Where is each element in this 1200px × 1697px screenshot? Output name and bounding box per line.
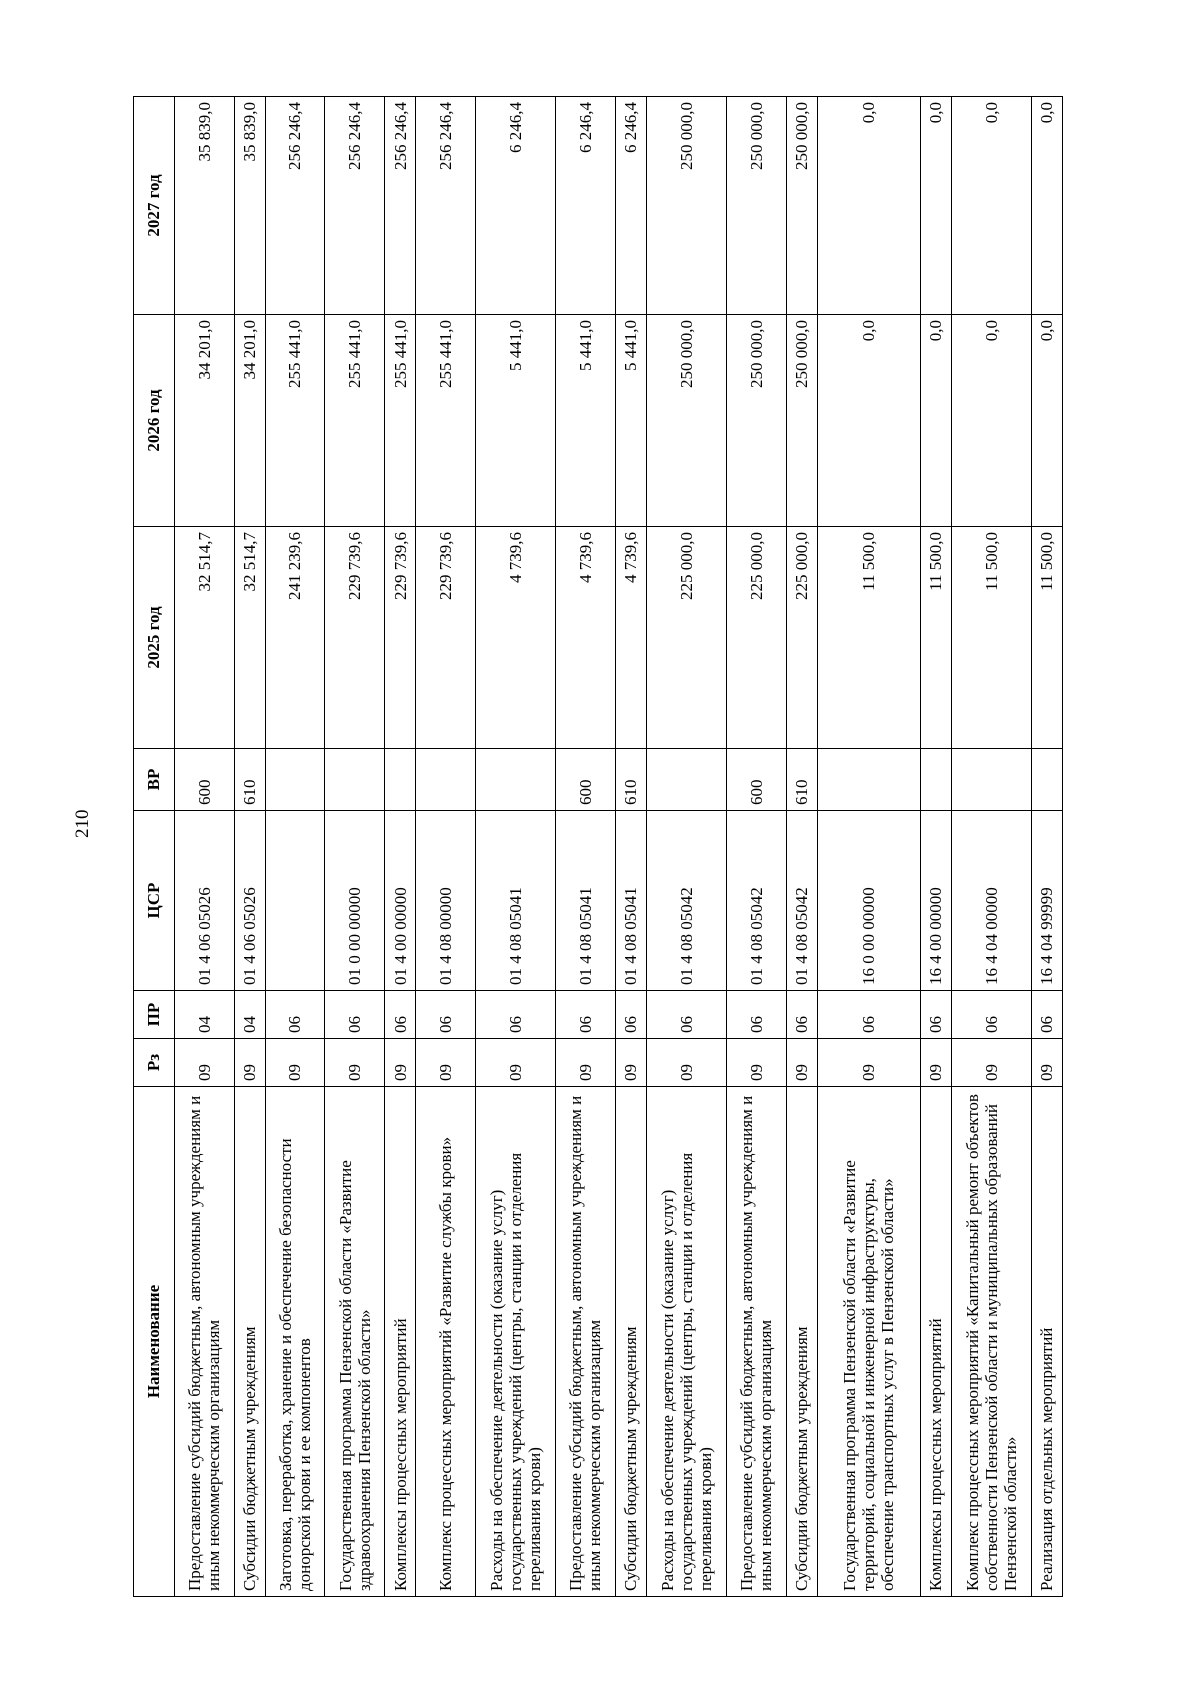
cell-2025: 32 514,7 (234, 527, 265, 749)
header-vr: ВР (134, 749, 175, 811)
cell-pr: 06 (556, 991, 616, 1039)
cell-csr: 01 4 08 05041 (615, 811, 646, 991)
cell-pr: 06 (325, 991, 385, 1039)
cell-2025: 229 739,6 (325, 527, 385, 749)
cell-name: Субсидии бюджетным учреждениям (786, 1087, 817, 1597)
cell-csr (265, 811, 325, 991)
cell-vr (951, 749, 1031, 811)
header-2025: 2025 год (134, 527, 175, 749)
cell-2027: 6 246,4 (475, 97, 555, 315)
cell-vr: 610 (615, 749, 646, 811)
cell-name: Комплекс процессных мероприятий «Развитие службы крови» (415, 1087, 475, 1597)
table-row (727, 97, 787, 1597)
cell-csr: 01 4 06 05026 (175, 811, 235, 991)
cell-2026: 34 201,0 (175, 315, 235, 527)
cell-name: Расходы на обеспечение деятельности (оказание услуг) государственных учреждений (центры, станции и отделения переливания крови) (646, 1087, 726, 1597)
cell-name: Государственная программа Пензенской области «Развитие территорий, социальной и инженерной инфраструктуры, обеспечение транспортных услуг в Пензенской области» (817, 1087, 920, 1597)
cell-2025: 11 500,0 (1031, 527, 1062, 749)
header-rz: Рз (134, 1039, 175, 1087)
cell-csr: 16 0 00 00000 (817, 811, 920, 991)
cell-vr: 610 (234, 749, 265, 811)
cell-pr: 04 (175, 991, 235, 1039)
cell-pr: 06 (615, 991, 646, 1039)
cell-vr (325, 749, 385, 811)
cell-rz: 09 (325, 1039, 385, 1087)
cell-vr: 610 (786, 749, 817, 811)
cell-2027: 256 246,4 (415, 97, 475, 315)
cell-vr (475, 749, 555, 811)
cell-csr: 01 4 08 05042 (786, 811, 817, 991)
cell-pr: 06 (475, 991, 555, 1039)
cell-2027: 35 839,0 (175, 97, 235, 315)
cell-2026: 250 000,0 (646, 315, 726, 527)
cell-rz: 09 (646, 1039, 726, 1087)
cell-csr: 01 4 08 05042 (727, 811, 787, 991)
cell-2027: 250 000,0 (727, 97, 787, 315)
cell-2027: 35 839,0 (234, 97, 265, 315)
cell-rz: 09 (615, 1039, 646, 1087)
cell-name: Комплексы процессных мероприятий (385, 1087, 416, 1597)
cell-2027: 250 000,0 (646, 97, 726, 315)
table-row (646, 97, 726, 1597)
table-row (265, 97, 325, 1597)
cell-2025: 225 000,0 (646, 527, 726, 749)
table-row (1031, 97, 1062, 1597)
cell-name: Реализация отдельных мероприятий (1031, 1087, 1062, 1597)
cell-name: Субсидии бюджетным учреждениям (234, 1087, 265, 1597)
table-row (385, 97, 416, 1597)
cell-2027: 0,0 (951, 97, 1031, 315)
cell-2026: 5 441,0 (475, 315, 555, 527)
budget-table (133, 96, 1063, 1597)
cell-rz: 09 (951, 1039, 1031, 1087)
cell-csr: 01 4 08 05041 (475, 811, 555, 991)
cell-csr: 01 4 08 00000 (415, 811, 475, 991)
table-row (556, 97, 616, 1597)
header-name: Наименование (134, 1087, 175, 1597)
cell-name: Государственная программа Пензенской области «Развитие здравоохранения Пензенской области» (325, 1087, 385, 1597)
cell-vr (817, 749, 920, 811)
cell-csr: 16 4 04 99999 (1031, 811, 1062, 991)
cell-csr: 01 0 00 00000 (325, 811, 385, 991)
cell-rz: 09 (817, 1039, 920, 1087)
table-row (475, 97, 555, 1597)
cell-2025: 241 239,6 (265, 527, 325, 749)
table-row (786, 97, 817, 1597)
cell-vr: 600 (727, 749, 787, 811)
table-row (920, 97, 951, 1597)
cell-pr: 06 (920, 991, 951, 1039)
cell-2025: 11 500,0 (951, 527, 1031, 749)
cell-2025: 229 739,6 (415, 527, 475, 749)
cell-2026: 0,0 (951, 315, 1031, 527)
cell-rz: 09 (415, 1039, 475, 1087)
cell-csr: 01 4 08 05042 (646, 811, 726, 991)
header-2026: 2026 год (134, 315, 175, 527)
cell-2026: 0,0 (1031, 315, 1062, 527)
cell-2027: 0,0 (817, 97, 920, 315)
cell-2026: 5 441,0 (556, 315, 616, 527)
cell-name: Комплекс процессных мероприятий «Капитальный ремонт объектов собственности Пензенской области и муниципальных образований Пензенской области» (951, 1087, 1031, 1597)
cell-vr (385, 749, 416, 811)
cell-pr: 06 (727, 991, 787, 1039)
cell-2027: 6 246,4 (615, 97, 646, 315)
cell-pr: 06 (646, 991, 726, 1039)
cell-2025: 229 739,6 (385, 527, 416, 749)
cell-vr (415, 749, 475, 811)
cell-2027: 256 246,4 (265, 97, 325, 315)
cell-csr: 16 4 00 00000 (920, 811, 951, 991)
cell-2025: 4 739,6 (556, 527, 616, 749)
cell-2027: 256 246,4 (385, 97, 416, 315)
table-row (175, 97, 235, 1597)
table-row (234, 97, 265, 1597)
cell-pr: 06 (385, 991, 416, 1039)
page-number: 210 (72, 809, 93, 838)
cell-vr (265, 749, 325, 811)
cell-csr: 16 4 04 00000 (951, 811, 1031, 991)
cell-pr: 06 (951, 991, 1031, 1039)
table-row (415, 97, 475, 1597)
cell-name: Заготовка, переработка, хранение и обеспечение безопасности донорской крови и ее компонентов (265, 1087, 325, 1597)
cell-2026: 34 201,0 (234, 315, 265, 527)
table-row (325, 97, 385, 1597)
cell-2025: 4 739,6 (615, 527, 646, 749)
cell-vr: 600 (556, 749, 616, 811)
cell-name: Расходы на обеспечение деятельности (оказание услуг) государственных учреждений (центры, станции и отделения переливания крови) (475, 1087, 555, 1597)
cell-2026: 250 000,0 (727, 315, 787, 527)
cell-name: Предоставление субсидий бюджетным, автономным учреждениям и иным некоммерческим организациям (727, 1087, 787, 1597)
cell-2027: 0,0 (920, 97, 951, 315)
table-header-row (134, 97, 175, 1597)
cell-2026: 255 441,0 (415, 315, 475, 527)
cell-2025: 225 000,0 (727, 527, 787, 749)
cell-rz: 09 (265, 1039, 325, 1087)
cell-csr: 01 4 00 00000 (385, 811, 416, 991)
cell-2026: 255 441,0 (385, 315, 416, 527)
cell-2025: 4 739,6 (475, 527, 555, 749)
cell-rz: 09 (234, 1039, 265, 1087)
cell-rz: 09 (786, 1039, 817, 1087)
cell-csr: 01 4 06 05026 (234, 811, 265, 991)
cell-2027: 0,0 (1031, 97, 1062, 315)
cell-name: Предоставление субсидий бюджетным, автономным учреждениям и иным некоммерческим организациям (556, 1087, 616, 1597)
cell-pr: 06 (786, 991, 817, 1039)
cell-rz: 09 (556, 1039, 616, 1087)
cell-vr (920, 749, 951, 811)
cell-2027: 6 246,4 (556, 97, 616, 315)
cell-rz: 09 (175, 1039, 235, 1087)
cell-2025: 11 500,0 (920, 527, 951, 749)
cell-2026: 255 441,0 (265, 315, 325, 527)
cell-name: Комплексы процессных мероприятий (920, 1087, 951, 1597)
cell-vr (646, 749, 726, 811)
cell-name: Предоставление субсидий бюджетным, автономным учреждениям и иным некоммерческим организациям (175, 1087, 235, 1597)
cell-2025: 32 514,7 (175, 527, 235, 749)
cell-rz: 09 (920, 1039, 951, 1087)
cell-2025: 225 000,0 (786, 527, 817, 749)
cell-pr: 06 (415, 991, 475, 1039)
cell-rz: 09 (475, 1039, 555, 1087)
cell-rz: 09 (385, 1039, 416, 1087)
cell-csr: 01 4 08 05041 (556, 811, 616, 991)
cell-2027: 250 000,0 (786, 97, 817, 315)
cell-2027: 256 246,4 (325, 97, 385, 315)
cell-vr: 600 (175, 749, 235, 811)
budget-table-container (133, 97, 1063, 1597)
cell-2026: 250 000,0 (786, 315, 817, 527)
table-row (951, 97, 1031, 1597)
cell-name: Субсидии бюджетным учреждениям (615, 1087, 646, 1597)
table-row (615, 97, 646, 1597)
cell-2026: 255 441,0 (325, 315, 385, 527)
cell-vr (1031, 749, 1062, 811)
cell-pr: 06 (817, 991, 920, 1039)
cell-2026: 0,0 (920, 315, 951, 527)
cell-rz: 09 (727, 1039, 787, 1087)
cell-2026: 0,0 (817, 315, 920, 527)
header-2027: 2027 год (134, 97, 175, 315)
cell-rz: 09 (1031, 1039, 1062, 1087)
header-pr: ПР (134, 991, 175, 1039)
table-row (817, 97, 920, 1597)
header-csr: ЦСР (134, 811, 175, 991)
cell-2026: 5 441,0 (615, 315, 646, 527)
cell-pr: 06 (1031, 991, 1062, 1039)
cell-pr: 06 (265, 991, 325, 1039)
cell-2025: 11 500,0 (817, 527, 920, 749)
cell-pr: 04 (234, 991, 265, 1039)
